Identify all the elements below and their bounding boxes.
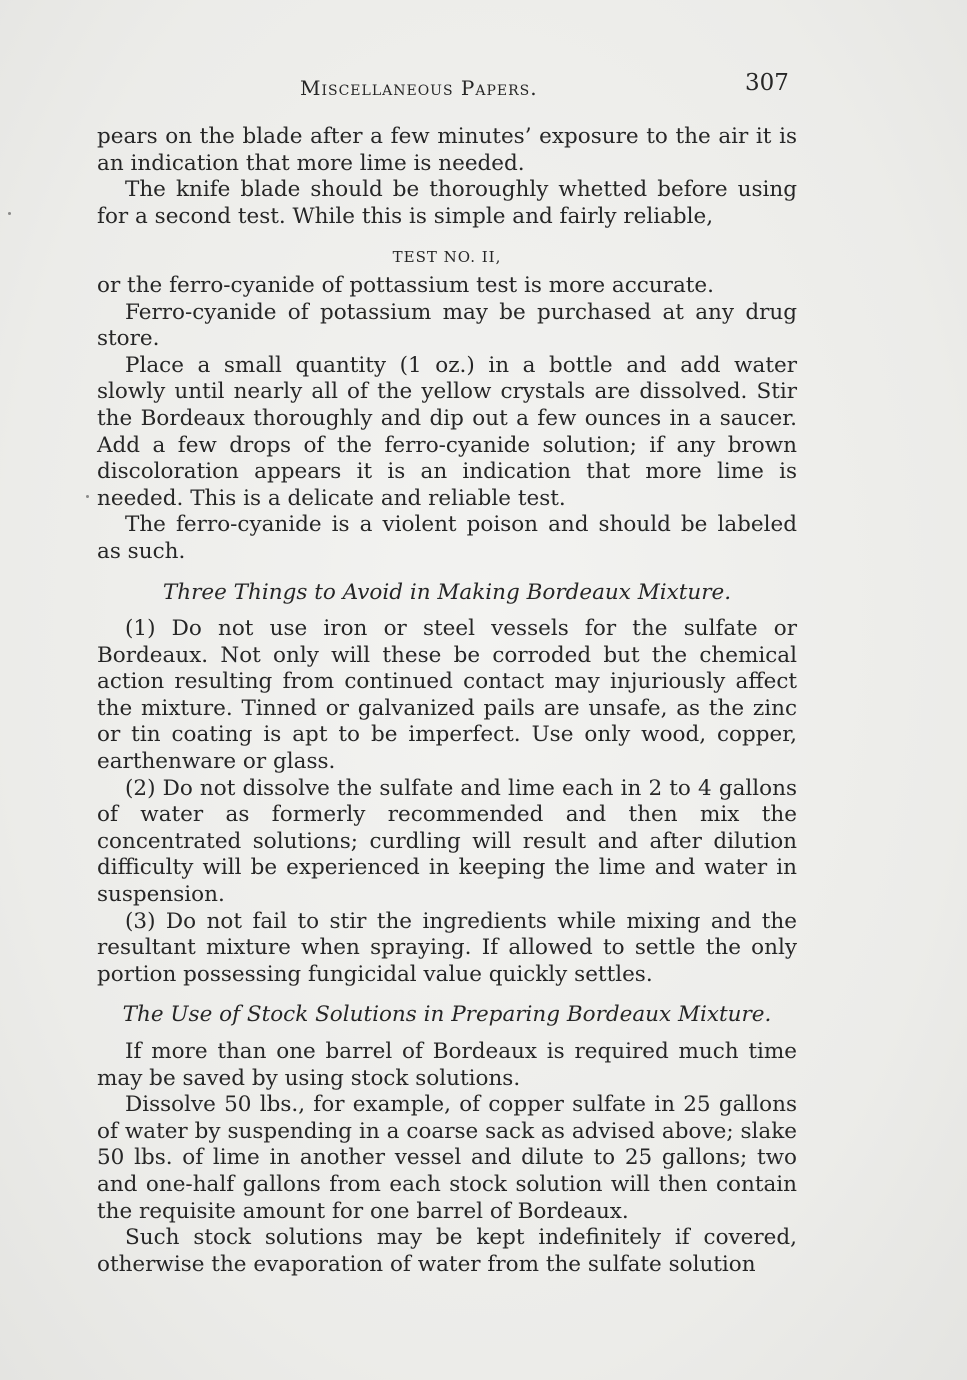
paragraph: Place a small quantity (1 oz.) in a bottle and add water slowly until nearly all of the yellow crystals are dissolved. Stir the Bordeaux thoroughly and dip out a few ounces in a saucer. Add a few drops of the ferro-cyanide solution; if any brown discoloration appears it is an indication that more lime is needed. This is a delicate and reliable test. (97, 352, 797, 511)
paragraph: or the ferro-cyanide of pottassium test is more accurate. (97, 272, 714, 298)
paragraph: Dissolve 50 lbs., for example, of copper sulfate in 25 gallons of water by suspending in a coarse sack as advised above; slake 50 lbs. of lime in another vessel and dilute to 25 gallons; two and one-half gallons from each stock solution will then contain the requisite amount for one barrel of Bordeaux. (97, 1092, 797, 1224)
scan-speck (86, 495, 89, 498)
numbered-item: (2) Do not dissolve the sulfate and lime each in 2 to 4 gallons of water as formerly recommended and then mix the concentrated solutions; curdling will result and after dilution difficulty will be experienced in keeping the lime and water in suspension. (97, 775, 797, 908)
paragraph: The knife blade should be thoroughly whetted before using for a second test. While this is simple and fairly reliable, (97, 177, 797, 229)
paragraph: Such stock solutions may be kept indefinitely if covered, otherwise the evaporation of water from the sulfate solution (97, 1225, 797, 1277)
page-number: 307 (745, 70, 789, 96)
test-heading: TEST NO. II, (392, 248, 502, 267)
running-header: Miscellaneous Papers. (300, 76, 538, 100)
paragraph: Ferro-cyanide of potassium may be purchased at any drug store. (97, 299, 797, 352)
section-heading: Three Things to Avoid in Making Bordeaux Mixture. (162, 579, 732, 605)
body-text (97, 124, 797, 1278)
numbered-item: (1) Do not use iron or steel vessels for the sulfate or Bordeaux. Not only will these be corroded but the chemical action resulting from continued contact may injuriously affect the mixture. Tinned or galvanized pails are unsafe, as the zinc or tin coating is apt to be imperfect. Use only wood, copper, earthenware or glass. (97, 616, 797, 775)
paragraph: The ferro-cyanide is a violent poison and should be labeled as such. (97, 512, 797, 564)
paragraph: pears on the blade after a few minutes’ exposure to the air it is an indication that more lime is needed. (97, 124, 797, 176)
section-heading: The Use of Stock Solutions in Preparing Bordeaux Mixture. (122, 1002, 772, 1028)
paragraph: If more than one barrel of Bordeaux is required much time may be saved by using stock solutions. (97, 1039, 797, 1091)
numbered-item: (3) Do not fail to stir the ingredients while mixing and the resultant mixture when spraying. If allowed to settle the only portion possessing fungicidal value quickly settles. (97, 908, 797, 987)
scan-speck (8, 212, 11, 215)
